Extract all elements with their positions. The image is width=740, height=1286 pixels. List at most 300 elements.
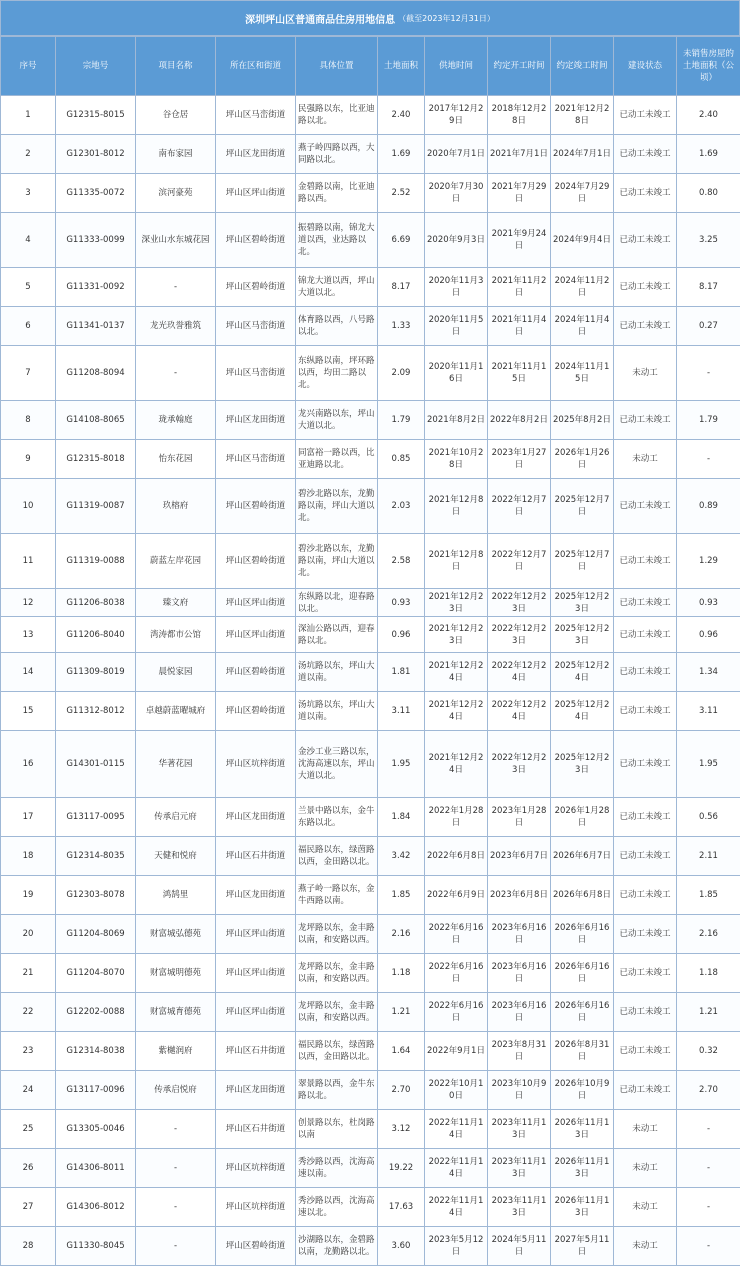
project-name-cell: -	[136, 1110, 216, 1149]
parcel-id-cell: G11333-0099	[56, 213, 136, 268]
project-name-cell: 传承启悦府	[136, 1071, 216, 1110]
location-cell: 深汕公路以西，迎春路以北。	[296, 617, 378, 653]
completion-date-cell: 2025年12月23日	[551, 731, 614, 798]
project-name-cell: 蔚蓝左岸花园	[136, 534, 216, 589]
table-row	[1, 993, 740, 1032]
build-status-cell: 已动工未竣工	[614, 837, 677, 876]
table-row	[1, 1227, 740, 1266]
district-street-cell: 坪山区碧岭街道	[216, 692, 296, 731]
project-name-cell: 南布家园	[136, 135, 216, 174]
project-name-cell: -	[136, 1188, 216, 1227]
table-row	[1, 653, 740, 692]
build-status-cell: 已动工未竣工	[614, 135, 677, 174]
start-date-cell: 2022年12月23日	[488, 589, 551, 617]
completion-date-cell: 2026年6月16日	[551, 993, 614, 1032]
district-street-cell: 坪山区马峦街道	[216, 346, 296, 401]
col-header: 宗地号	[56, 37, 136, 96]
table-row	[1, 1032, 740, 1071]
row-index-cell: 1	[1, 96, 56, 135]
parcel-id-cell: G12315-8018	[56, 440, 136, 479]
row-index-cell: 16	[1, 731, 56, 798]
build-status-cell: 已动工未竣工	[614, 617, 677, 653]
start-date-cell: 2022年12月23日	[488, 731, 551, 798]
district-street-cell: 坪山区坑梓街道	[216, 1188, 296, 1227]
parcel-id-cell: G11204-8070	[56, 954, 136, 993]
district-street-cell: 坪山区石井街道	[216, 1032, 296, 1071]
completion-date-cell: 2026年10月9日	[551, 1071, 614, 1110]
row-index-cell: 27	[1, 1188, 56, 1227]
build-status-cell: 已动工未竣工	[614, 174, 677, 213]
supply-date-cell: 2020年11月3日	[425, 268, 488, 307]
table-row	[1, 307, 740, 346]
unsold-area-cell: -	[677, 1188, 740, 1227]
start-date-cell: 2023年6月16日	[488, 954, 551, 993]
location-cell: 民强路以东，比亚迪路以北。	[296, 96, 378, 135]
land-table	[0, 36, 740, 1266]
unsold-area-cell: 0.56	[677, 798, 740, 837]
completion-date-cell: 2027年5月11日	[551, 1227, 614, 1266]
start-date-cell: 2023年1月27日	[488, 440, 551, 479]
project-name-cell: 鸿鹄里	[136, 876, 216, 915]
project-name-cell: 龙光玖誉雅筑	[136, 307, 216, 346]
location-cell: 燕子岭一路以东，金牛西路以南。	[296, 876, 378, 915]
table-row	[1, 589, 740, 617]
supply-date-cell: 2021年12月24日	[425, 653, 488, 692]
start-date-cell: 2024年5月11日	[488, 1227, 551, 1266]
parcel-id-cell: G11309-8019	[56, 653, 136, 692]
table-row	[1, 954, 740, 993]
row-index-cell: 24	[1, 1071, 56, 1110]
table-row	[1, 617, 740, 653]
build-status-cell: 已动工未竣工	[614, 307, 677, 346]
supply-date-cell: 2021年12月24日	[425, 731, 488, 798]
project-name-cell: 财富城明德苑	[136, 954, 216, 993]
table-row	[1, 479, 740, 534]
district-street-cell: 坪山区龙田街道	[216, 401, 296, 440]
completion-date-cell: 2026年6月7日	[551, 837, 614, 876]
district-street-cell: 坪山区坑梓街道	[216, 1149, 296, 1188]
unsold-area-cell: 3.11	[677, 692, 740, 731]
start-date-cell: 2023年11月13日	[488, 1188, 551, 1227]
supply-date-cell: 2021年12月8日	[425, 479, 488, 534]
unsold-area-cell: 0.93	[677, 589, 740, 617]
row-index-cell: 17	[1, 798, 56, 837]
title-date: （截至2023年12月31日）	[398, 13, 495, 23]
supply-date-cell: 2020年7月30日	[425, 174, 488, 213]
completion-date-cell: 2026年1月28日	[551, 798, 614, 837]
project-name-cell: 卓越蔚蓝曜城府	[136, 692, 216, 731]
completion-date-cell: 2025年12月7日	[551, 479, 614, 534]
title-text: 深圳坪山区普通商品住房用地信息	[245, 14, 396, 26]
parcel-id-cell: G11204-8069	[56, 915, 136, 954]
supply-date-cell: 2022年6月9日	[425, 876, 488, 915]
land-area-cell: 1.18	[378, 954, 425, 993]
land-area-cell: 8.17	[378, 268, 425, 307]
unsold-area-cell: 8.17	[677, 268, 740, 307]
supply-date-cell: 2021年12月24日	[425, 692, 488, 731]
build-status-cell: 已动工未竣工	[614, 876, 677, 915]
land-area-cell: 3.60	[378, 1227, 425, 1266]
parcel-id-cell: G12202-0088	[56, 993, 136, 1032]
row-index-cell: 2	[1, 135, 56, 174]
unsold-area-cell: 0.32	[677, 1032, 740, 1071]
unsold-area-cell: -	[677, 1110, 740, 1149]
col-header: 土地面积	[378, 37, 425, 96]
table-row	[1, 268, 740, 307]
land-area-cell: 19.22	[378, 1149, 425, 1188]
start-date-cell: 2023年8月31日	[488, 1032, 551, 1071]
parcel-id-cell: G14108-8065	[56, 401, 136, 440]
table-row	[1, 1071, 740, 1110]
row-index-cell: 28	[1, 1227, 56, 1266]
supply-date-cell: 2022年1月28日	[425, 798, 488, 837]
supply-date-cell: 2022年11月14日	[425, 1110, 488, 1149]
parcel-id-cell: G11206-8040	[56, 617, 136, 653]
col-header: 序号	[1, 37, 56, 96]
location-cell: 体育路以西，八号路以北。	[296, 307, 378, 346]
supply-date-cell: 2020年7月1日	[425, 135, 488, 174]
location-cell: 龙坪路以东，金丰路以南，和安路以西。	[296, 915, 378, 954]
completion-date-cell: 2024年7月1日	[551, 135, 614, 174]
completion-date-cell: 2026年11月13日	[551, 1110, 614, 1149]
parcel-id-cell: G14306-8012	[56, 1188, 136, 1227]
build-status-cell: 已动工未竣工	[614, 993, 677, 1032]
location-cell: 燕子岭四路以西，大同路以北。	[296, 135, 378, 174]
parcel-id-cell: G13305-0046	[56, 1110, 136, 1149]
supply-date-cell: 2021年12月23日	[425, 617, 488, 653]
supply-date-cell: 2023年5月12日	[425, 1227, 488, 1266]
district-street-cell: 坪山区坪山街道	[216, 617, 296, 653]
unsold-area-cell: 3.25	[677, 213, 740, 268]
build-status-cell: 已动工未竣工	[614, 534, 677, 589]
row-index-cell: 23	[1, 1032, 56, 1071]
land-area-cell: 2.40	[378, 96, 425, 135]
parcel-id-cell: G13117-0095	[56, 798, 136, 837]
unsold-area-cell: 2.40	[677, 96, 740, 135]
district-street-cell: 坪山区坪山街道	[216, 915, 296, 954]
location-cell: 翠景路以西，金牛东路以北。	[296, 1071, 378, 1110]
unsold-area-cell: 2.70	[677, 1071, 740, 1110]
start-date-cell: 2021年7月29日	[488, 174, 551, 213]
build-status-cell: 未动工	[614, 1227, 677, 1266]
district-street-cell: 坪山区马峦街道	[216, 96, 296, 135]
supply-date-cell: 2020年9月3日	[425, 213, 488, 268]
parcel-id-cell: G11330-8045	[56, 1227, 136, 1266]
land-area-cell: 2.16	[378, 915, 425, 954]
build-status-cell: 已动工未竣工	[614, 731, 677, 798]
table-row	[1, 96, 740, 135]
completion-date-cell: 2026年11月13日	[551, 1149, 614, 1188]
supply-date-cell: 2022年11月14日	[425, 1149, 488, 1188]
row-index-cell: 22	[1, 993, 56, 1032]
project-name-cell: 财富城弘德苑	[136, 915, 216, 954]
table-row	[1, 135, 740, 174]
parcel-id-cell: G12314-8035	[56, 837, 136, 876]
table-title	[0, 0, 740, 36]
parcel-id-cell: G12315-8015	[56, 96, 136, 135]
completion-date-cell: 2026年6月8日	[551, 876, 614, 915]
project-name-cell: 玖榕府	[136, 479, 216, 534]
table-row	[1, 692, 740, 731]
land-area-cell: 2.52	[378, 174, 425, 213]
land-area-cell: 6.69	[378, 213, 425, 268]
location-cell: 龙兴南路以东，坪山大道以北。	[296, 401, 378, 440]
completion-date-cell: 2025年12月24日	[551, 692, 614, 731]
unsold-area-cell: 0.27	[677, 307, 740, 346]
table-row	[1, 213, 740, 268]
location-cell: 东纵路以南，坪环路以西，均田二路以北。	[296, 346, 378, 401]
parcel-id-cell: G11208-8094	[56, 346, 136, 401]
row-index-cell: 7	[1, 346, 56, 401]
project-name-cell: 紫樾润府	[136, 1032, 216, 1071]
parcel-id-cell: G11206-8038	[56, 589, 136, 617]
land-area-cell: 1.33	[378, 307, 425, 346]
project-name-cell: 怡东花园	[136, 440, 216, 479]
unsold-area-cell: 1.85	[677, 876, 740, 915]
row-index-cell: 21	[1, 954, 56, 993]
supply-date-cell: 2022年9月1日	[425, 1032, 488, 1071]
unsold-area-cell: 2.11	[677, 837, 740, 876]
land-area-cell: 0.85	[378, 440, 425, 479]
completion-date-cell: 2024年11月4日	[551, 307, 614, 346]
col-header: 项目名称	[136, 37, 216, 96]
start-date-cell: 2023年10月9日	[488, 1071, 551, 1110]
header-row	[1, 37, 740, 96]
col-header: 所在区和街道	[216, 37, 296, 96]
table-row	[1, 837, 740, 876]
completion-date-cell: 2025年12月7日	[551, 534, 614, 589]
location-cell: 福民路以东，绿茵路以西，金田路以北。	[296, 837, 378, 876]
parcel-id-cell: G12301-8012	[56, 135, 136, 174]
table-row	[1, 440, 740, 479]
location-cell: 锦龙大道以西，坪山大道以北。	[296, 268, 378, 307]
col-header: 约定开工时间	[488, 37, 551, 96]
start-date-cell: 2021年11月4日	[488, 307, 551, 346]
row-index-cell: 18	[1, 837, 56, 876]
col-header: 约定竣工时间	[551, 37, 614, 96]
start-date-cell: 2022年12月24日	[488, 692, 551, 731]
supply-date-cell: 2021年12月8日	[425, 534, 488, 589]
district-street-cell: 坪山区龙田街道	[216, 135, 296, 174]
district-street-cell: 坪山区龙田街道	[216, 798, 296, 837]
location-cell: 碧沙北路以东，龙勤路以南，坪山大道以北。	[296, 479, 378, 534]
location-cell: 福民路以东，绿茵路以西，金田路以北。	[296, 1032, 378, 1071]
district-street-cell: 坪山区坪山街道	[216, 174, 296, 213]
build-status-cell: 已动工未竣工	[614, 213, 677, 268]
supply-date-cell: 2020年11月16日	[425, 346, 488, 401]
unsold-area-cell: 1.29	[677, 534, 740, 589]
land-area-cell: 2.70	[378, 1071, 425, 1110]
build-status-cell: 已动工未竣工	[614, 954, 677, 993]
location-cell: 金碧路以南，比亚迪路以西。	[296, 174, 378, 213]
district-street-cell: 坪山区石井街道	[216, 837, 296, 876]
table-row	[1, 1110, 740, 1149]
completion-date-cell: 2024年11月15日	[551, 346, 614, 401]
start-date-cell: 2023年11月13日	[488, 1110, 551, 1149]
parcel-id-cell: G13117-0096	[56, 1071, 136, 1110]
table-row	[1, 876, 740, 915]
start-date-cell: 2023年6月7日	[488, 837, 551, 876]
parcel-id-cell: G11312-8012	[56, 692, 136, 731]
build-status-cell: 未动工	[614, 1110, 677, 1149]
build-status-cell: 已动工未竣工	[614, 1071, 677, 1110]
project-name-cell: 珑承翰庭	[136, 401, 216, 440]
project-name-cell: 晨悦家园	[136, 653, 216, 692]
parcel-id-cell: G11331-0092	[56, 268, 136, 307]
completion-date-cell: 2026年11月13日	[551, 1188, 614, 1227]
row-index-cell: 9	[1, 440, 56, 479]
unsold-area-cell: 0.96	[677, 617, 740, 653]
land-area-cell: 2.58	[378, 534, 425, 589]
location-cell: 创景路以东，杜岗路以南	[296, 1110, 378, 1149]
start-date-cell: 2021年11月15日	[488, 346, 551, 401]
row-index-cell: 12	[1, 589, 56, 617]
land-area-cell: 3.11	[378, 692, 425, 731]
build-status-cell: 未动工	[614, 1188, 677, 1227]
build-status-cell: 已动工未竣工	[614, 401, 677, 440]
location-cell: 汤坑路以东，坪山大道以南。	[296, 692, 378, 731]
build-status-cell: 已动工未竣工	[614, 268, 677, 307]
row-index-cell: 13	[1, 617, 56, 653]
project-name-cell: -	[136, 346, 216, 401]
project-name-cell: 深业山水东城花园	[136, 213, 216, 268]
unsold-area-cell: 1.21	[677, 993, 740, 1032]
land-area-cell: 1.85	[378, 876, 425, 915]
supply-date-cell: 2022年6月16日	[425, 993, 488, 1032]
table-row	[1, 1188, 740, 1227]
start-date-cell: 2023年1月28日	[488, 798, 551, 837]
land-area-cell: 3.42	[378, 837, 425, 876]
row-index-cell: 15	[1, 692, 56, 731]
build-status-cell: 已动工未竣工	[614, 798, 677, 837]
unsold-area-cell: 1.34	[677, 653, 740, 692]
completion-date-cell: 2026年6月16日	[551, 915, 614, 954]
start-date-cell: 2022年12月7日	[488, 534, 551, 589]
row-index-cell: 19	[1, 876, 56, 915]
district-street-cell: 坪山区碧岭街道	[216, 268, 296, 307]
location-cell: 同富裕一路以西，比亚迪路以北。	[296, 440, 378, 479]
parcel-id-cell: G14306-8011	[56, 1149, 136, 1188]
row-index-cell: 11	[1, 534, 56, 589]
unsold-area-cell: 2.16	[677, 915, 740, 954]
supply-date-cell: 2022年10月10日	[425, 1071, 488, 1110]
land-area-cell: 1.64	[378, 1032, 425, 1071]
row-index-cell: 8	[1, 401, 56, 440]
col-header: 建设状态	[614, 37, 677, 96]
unsold-area-cell: -	[677, 1227, 740, 1266]
unsold-area-cell: 1.69	[677, 135, 740, 174]
row-index-cell: 25	[1, 1110, 56, 1149]
district-street-cell: 坪山区马峦街道	[216, 307, 296, 346]
start-date-cell: 2022年12月24日	[488, 653, 551, 692]
district-street-cell: 坪山区坪山街道	[216, 954, 296, 993]
location-cell: 秀沙路以西，沈海高速以北。	[296, 1188, 378, 1227]
project-name-cell: -	[136, 1149, 216, 1188]
col-header: 未销售房屋的土地面积（公顷）	[677, 37, 740, 96]
location-cell: 秀沙路以西，沈海高速以南。	[296, 1149, 378, 1188]
supply-date-cell: 2021年12月23日	[425, 589, 488, 617]
district-street-cell: 坪山区马峦街道	[216, 440, 296, 479]
completion-date-cell: 2025年12月23日	[551, 589, 614, 617]
land-area-cell: 0.93	[378, 589, 425, 617]
supply-date-cell: 2021年8月2日	[425, 401, 488, 440]
land-area-cell: 17.63	[378, 1188, 425, 1227]
land-area-cell: 1.21	[378, 993, 425, 1032]
build-status-cell: 未动工	[614, 440, 677, 479]
unsold-area-cell: 1.95	[677, 731, 740, 798]
project-name-cell: -	[136, 268, 216, 307]
table-row	[1, 401, 740, 440]
start-date-cell: 2022年12月7日	[488, 479, 551, 534]
start-date-cell: 2022年8月2日	[488, 401, 551, 440]
district-street-cell: 坪山区碧岭街道	[216, 213, 296, 268]
supply-date-cell: 2022年11月14日	[425, 1188, 488, 1227]
row-index-cell: 6	[1, 307, 56, 346]
start-date-cell: 2023年6月8日	[488, 876, 551, 915]
project-name-cell: 天健和悦府	[136, 837, 216, 876]
table-row	[1, 915, 740, 954]
build-status-cell: 已动工未竣工	[614, 96, 677, 135]
district-street-cell: 坪山区碧岭街道	[216, 1227, 296, 1266]
location-cell: 兰景中路以东，金牛东路以北。	[296, 798, 378, 837]
project-name-cell: -	[136, 1227, 216, 1266]
build-status-cell: 已动工未竣工	[614, 653, 677, 692]
land-area-cell: 2.03	[378, 479, 425, 534]
completion-date-cell: 2021年12月28日	[551, 96, 614, 135]
district-street-cell: 坪山区坪山街道	[216, 993, 296, 1032]
location-cell: 碧沙北路以东，龙勤路以南，坪山大道以北。	[296, 534, 378, 589]
land-area-cell: 3.12	[378, 1110, 425, 1149]
row-index-cell: 26	[1, 1149, 56, 1188]
row-index-cell: 10	[1, 479, 56, 534]
project-name-cell: 华著花园	[136, 731, 216, 798]
completion-date-cell: 2024年9月4日	[551, 213, 614, 268]
table-row	[1, 1149, 740, 1188]
district-street-cell: 坪山区龙田街道	[216, 1071, 296, 1110]
project-name-cell: 谷仓居	[136, 96, 216, 135]
supply-date-cell: 2022年6月16日	[425, 915, 488, 954]
table-row	[1, 798, 740, 837]
start-date-cell: 2023年6月16日	[488, 993, 551, 1032]
row-index-cell: 3	[1, 174, 56, 213]
district-street-cell: 坪山区碧岭街道	[216, 479, 296, 534]
supply-date-cell: 2020年11月5日	[425, 307, 488, 346]
build-status-cell: 已动工未竣工	[614, 1032, 677, 1071]
row-index-cell: 5	[1, 268, 56, 307]
row-index-cell: 14	[1, 653, 56, 692]
table-row	[1, 346, 740, 401]
build-status-cell: 未动工	[614, 346, 677, 401]
unsold-area-cell: 0.80	[677, 174, 740, 213]
unsold-area-cell: -	[677, 1149, 740, 1188]
unsold-area-cell: 1.18	[677, 954, 740, 993]
location-cell: 振碧路以南，锦龙大道以西，业达路以北。	[296, 213, 378, 268]
start-date-cell: 2018年12月28日	[488, 96, 551, 135]
land-area-cell: 2.09	[378, 346, 425, 401]
project-name-cell: 臻文府	[136, 589, 216, 617]
project-name-cell: 传承启元府	[136, 798, 216, 837]
table-row	[1, 534, 740, 589]
location-cell: 金沙工业三路以东，沈海高速以东，坪山大道以北。	[296, 731, 378, 798]
parcel-id-cell: G12303-8078	[56, 876, 136, 915]
location-cell: 龙坪路以东，金丰路以南，和安路以西。	[296, 993, 378, 1032]
district-street-cell: 坪山区碧岭街道	[216, 653, 296, 692]
district-street-cell: 坪山区碧岭街道	[216, 534, 296, 589]
supply-date-cell: 2017年12月29日	[425, 96, 488, 135]
completion-date-cell: 2025年12月23日	[551, 617, 614, 653]
project-name-cell: 滨河豪苑	[136, 174, 216, 213]
project-name-cell: 湾涛都市公馆	[136, 617, 216, 653]
